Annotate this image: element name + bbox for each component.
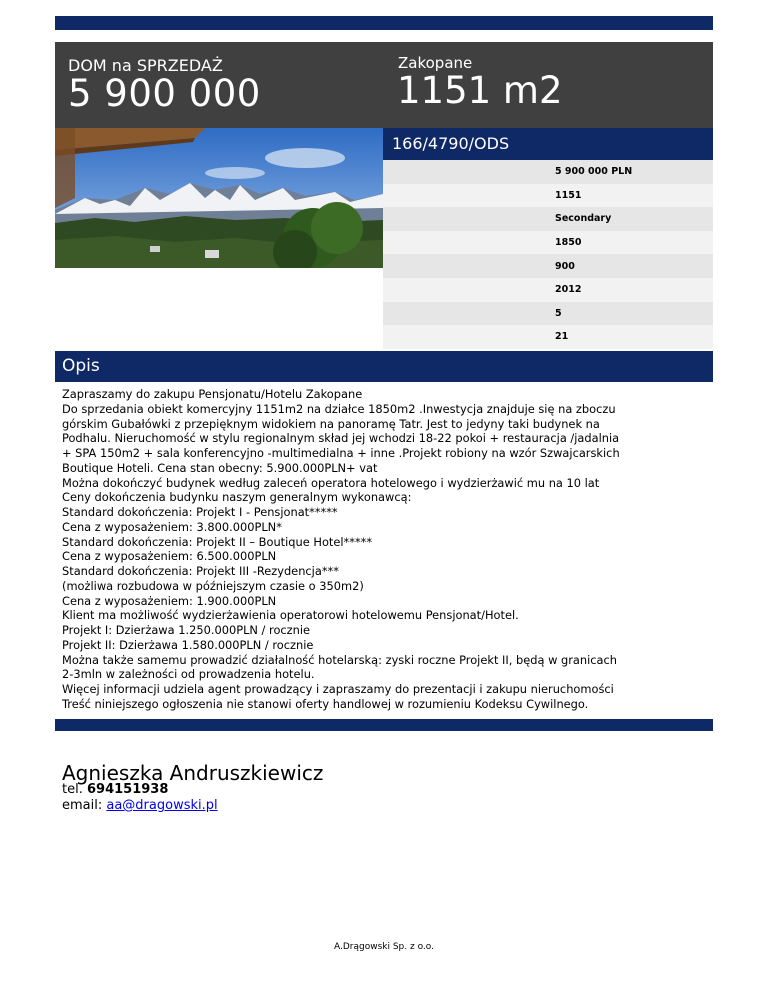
detail-row-year (383, 278, 713, 302)
detail-row-floors (383, 302, 713, 326)
description-line: Cena z wyposażeniem: 3.800.000PLN* (62, 519, 282, 534)
description-text (62, 387, 712, 712)
phone-number: 694151938 (86, 782, 169, 797)
detail-row-rooms (383, 325, 713, 349)
email-label: email: (62, 798, 103, 813)
bottom-accent-bar (55, 719, 713, 731)
description-line: Zapraszamy do zakupu Pensjonatu/Hotelu Zakopane (62, 387, 363, 401)
section-title: Opis (62, 356, 100, 376)
agent-phone (62, 782, 168, 797)
description-line: Do sprzedania obiekt komercyjny 1151m2 na działce 1850m2 .Inwestycja znajduje się na zboczu (62, 401, 616, 416)
company-footer: A.Drągowski Sp. z o.o. (334, 942, 434, 952)
description-line: Standard dokończenia: Projekt III -Rezydencja*** (62, 564, 339, 578)
description-line: Ceny dokończenia budynku naszym generalnym wykonawcą: (62, 490, 412, 505)
description-heading (55, 351, 713, 382)
detail-row-price (383, 160, 713, 184)
description-line: + SPA 150m2 + sala konferencyjno -multimedialna + inne .Projekt robiony na wzór Szwajcarskich (62, 446, 620, 460)
description-line: 2-3mln w zależności od prowadzenia hotelu. (62, 667, 315, 682)
property-type: DOM na SPRZEDAŻ (68, 56, 223, 75)
area: 1151 m2 (397, 69, 563, 112)
listing-reference (383, 128, 713, 160)
description-line: Standard dokończenia: Projekt I - Pensjonat***** (62, 505, 338, 519)
location: Zakopane (398, 54, 473, 72)
detail-value: 900 (555, 260, 575, 272)
detail-value: 21 (555, 331, 569, 343)
detail-value: 1151 (555, 189, 582, 201)
description-line: Projekt I: Dzierżawa 1.250.000PLN / rocznie (62, 623, 311, 637)
property-details-table (383, 160, 713, 349)
description-line: Można także samemu prowadzić działalność hotelarską: zyski roczne Projekt II, będą w granicach (62, 652, 618, 667)
phone-label: tel. (62, 782, 83, 797)
top-accent-bar (55, 16, 713, 30)
description-line: Cena z wyposażeniem: 1.900.000PLN (62, 593, 277, 608)
price: 5 900 000 (68, 72, 261, 115)
description-line: Można dokończyć budynek według zaleceń operatora hotelowego i wydzierżawić mu na 10 lat (62, 475, 600, 490)
email-link[interactable]: aa@dragowski.pl (106, 798, 218, 813)
description-line: Klient ma możliwość wydzierżawienia operatorowi hotelowemu Pensjonat/Hotel. (62, 608, 519, 623)
description-line: górskim Gubałówki z przepięknym widokiem na panoramę Tatr. Jest to jedyny taki budynek na (62, 416, 600, 431)
description-line: Projekt II: Dzierżawa 1.580.000PLN / rocznie (62, 637, 314, 652)
agent-name: Agnieszka Andruszkiewicz (62, 761, 324, 785)
description-line: Treść niniejszego ogłoszenia nie stanowi oferty handlowej w rozumieniu Kodeksu Cywilnego. (62, 696, 589, 711)
description-line: (możliwa rozbudowa w późniejszym czasie o 350m2) (62, 578, 364, 593)
description-line: Więcej informacji udziela agent prowadzący i zapraszamy do prezentacji i zakupu nieruchomości (62, 682, 614, 696)
detail-value: 1850 (555, 237, 582, 249)
property-photo (55, 128, 383, 268)
detail-row-area (383, 184, 713, 208)
detail-value: 5 900 000 PLN (555, 166, 633, 178)
reference-number: 166/4790/ODS (392, 134, 510, 153)
description-line: Boutique Hoteli. Cena stan obecny: 5.900.000PLN+ vat (62, 460, 378, 475)
description-line: Standard dokończenia: Projekt II – Boutique Hotel***** (62, 534, 373, 549)
agent-email (62, 798, 218, 813)
detail-value: 2012 (555, 284, 582, 296)
detail-value: 5 (555, 307, 562, 319)
description-line: Podhalu. Nieruchomość w stylu regionalnym skład jej wchodzi 18-22 pokoi + restauracja /jadalnia (62, 431, 620, 446)
detail-row-altitude (383, 254, 713, 278)
detail-value: Secondary (555, 213, 612, 225)
listing-header (55, 42, 713, 128)
description-line: Cena z wyposażeniem: 6.500.000PLN (62, 549, 277, 564)
detail-row-market (383, 207, 713, 231)
detail-row-plot-area (383, 231, 713, 255)
